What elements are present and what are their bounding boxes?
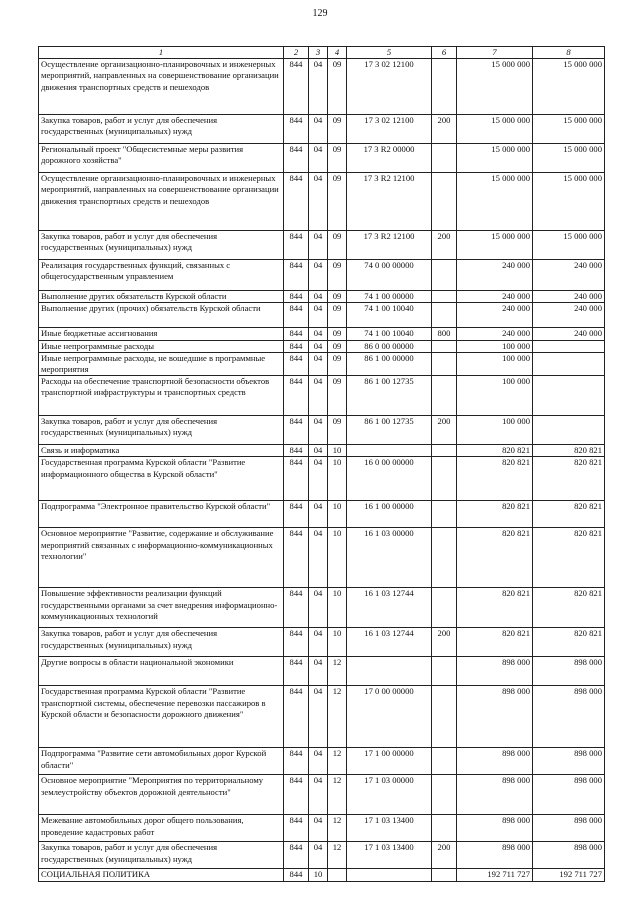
row-name: Подпрограмма "Электронное правительство Курской области" [39, 501, 284, 528]
row-ved-code: 844 [284, 628, 309, 657]
row-expense-type [432, 340, 457, 352]
table-row [39, 501, 605, 528]
row-subsection-code: 09 [328, 352, 347, 375]
row-amount-1: 15 000 000 [457, 144, 533, 173]
row-amount-1: 898 000 [457, 657, 533, 686]
row-amount-1: 15 000 000 [457, 115, 533, 144]
row-name: Реализация государственных функций, связанных с общегосударственным управлением [39, 260, 284, 291]
row-amount-2: 15 000 000 [533, 144, 605, 173]
row-amount-1: 15 000 000 [457, 59, 533, 115]
row-target-code: 17 1 03 13400 [347, 842, 432, 869]
row-name: Государственная программа Курской области "Развитие информационного общества в Курской области" [39, 457, 284, 501]
row-section-code: 04 [309, 59, 328, 115]
row-expense-type [432, 657, 457, 686]
row-ved-code: 844 [284, 588, 309, 628]
row-section-code: 04 [309, 115, 328, 144]
row-ved-code: 844 [284, 173, 309, 231]
row-expense-type [432, 501, 457, 528]
row-ved-code: 844 [284, 501, 309, 528]
row-subsection-code: 12 [328, 686, 347, 748]
row-target-code: 86 1 00 12735 [347, 376, 432, 416]
row-ved-code: 844 [284, 686, 309, 748]
row-target-code: 74 1 00 10040 [347, 303, 432, 328]
row-amount-2 [533, 416, 605, 445]
row-target-code: 86 0 00 00000 [347, 340, 432, 352]
row-expense-type [432, 260, 457, 291]
row-subsection-code: 09 [328, 416, 347, 445]
row-amount-2: 820 821 [533, 457, 605, 501]
row-name: Закупка товаров, работ и услуг для обеспечения государственных (муниципальных) нужд [39, 115, 284, 144]
row-section-code: 04 [309, 775, 328, 815]
row-amount-1: 898 000 [457, 775, 533, 815]
row-section-code: 04 [309, 657, 328, 686]
row-target-code: 17 1 03 13400 [347, 815, 432, 842]
column-header: 6 [432, 47, 457, 59]
row-name: Основное мероприятие "Мероприятия по территориальному землеустройству объектов дорожной деятельности" [39, 775, 284, 815]
row-target-code: 16 1 03 12744 [347, 628, 432, 657]
row-section-code: 04 [309, 173, 328, 231]
row-name: СОЦИАЛЬНАЯ ПОЛИТИКА [39, 869, 284, 882]
row-amount-1: 192 711 727 [457, 869, 533, 882]
row-subsection-code: 12 [328, 842, 347, 869]
row-expense-type [432, 457, 457, 501]
row-amount-2: 898 000 [533, 815, 605, 842]
row-amount-2: 15 000 000 [533, 115, 605, 144]
row-amount-1: 898 000 [457, 686, 533, 748]
row-expense-type: 200 [432, 231, 457, 260]
row-target-code: 16 1 00 00000 [347, 501, 432, 528]
table-row [39, 628, 605, 657]
row-subsection-code: 09 [328, 115, 347, 144]
table-row [39, 352, 605, 375]
column-header: 5 [347, 47, 432, 59]
row-amount-1: 100 000 [457, 376, 533, 416]
row-amount-1: 820 821 [457, 457, 533, 501]
table-header-row [39, 47, 605, 59]
row-target-code: 17 1 00 00000 [347, 748, 432, 775]
row-expense-type: 200 [432, 416, 457, 445]
row-expense-type: 200 [432, 628, 457, 657]
row-section-code: 04 [309, 144, 328, 173]
table-row [39, 748, 605, 775]
row-section-code: 04 [309, 501, 328, 528]
row-amount-2: 820 821 [533, 445, 605, 457]
row-target-code [347, 445, 432, 457]
row-amount-1: 240 000 [457, 260, 533, 291]
row-section-code: 04 [309, 445, 328, 457]
row-ved-code: 844 [284, 842, 309, 869]
row-expense-type [432, 303, 457, 328]
row-expense-type [432, 686, 457, 748]
row-name: Выполнение других (прочих) обязательств Курской области [39, 303, 284, 328]
row-subsection-code: 10 [328, 457, 347, 501]
row-section-code: 04 [309, 815, 328, 842]
row-section-code: 04 [309, 416, 328, 445]
column-header: 7 [457, 47, 533, 59]
row-amount-2: 240 000 [533, 260, 605, 291]
row-section-code: 04 [309, 340, 328, 352]
row-amount-2: 240 000 [533, 303, 605, 328]
table-row [39, 340, 605, 352]
row-amount-2: 820 821 [533, 588, 605, 628]
row-target-code: 17 1 03 00000 [347, 775, 432, 815]
row-subsection-code: 09 [328, 59, 347, 115]
row-subsection-code: 10 [328, 528, 347, 588]
row-subsection-code: 09 [328, 340, 347, 352]
table-row [39, 815, 605, 842]
row-target-code: 16 0 00 00000 [347, 457, 432, 501]
row-section-code: 04 [309, 376, 328, 416]
row-ved-code: 844 [284, 328, 309, 340]
column-header: 8 [533, 47, 605, 59]
table-row [39, 457, 605, 501]
table-row [39, 445, 605, 457]
row-amount-2: 240 000 [533, 291, 605, 303]
row-name: Закупка товаров, работ и услуг для обеспечения государственных (муниципальных) нужд [39, 416, 284, 445]
row-name: Иные непрограммные расходы [39, 340, 284, 352]
row-section-code: 10 [309, 869, 328, 882]
row-amount-2: 898 000 [533, 686, 605, 748]
row-target-code: 17 3 02 12100 [347, 115, 432, 144]
table-row [39, 775, 605, 815]
row-expense-type [432, 445, 457, 457]
row-expense-type [432, 173, 457, 231]
row-ved-code: 844 [284, 445, 309, 457]
row-amount-2: 15 000 000 [533, 59, 605, 115]
row-amount-1: 820 821 [457, 588, 533, 628]
row-amount-2: 898 000 [533, 775, 605, 815]
row-expense-type: 200 [432, 115, 457, 144]
row-name: Иные бюджетные ассигнования [39, 328, 284, 340]
row-amount-2: 898 000 [533, 748, 605, 775]
table-row [39, 588, 605, 628]
row-section-code: 04 [309, 457, 328, 501]
column-header: 2 [284, 47, 309, 59]
row-target-code: 86 1 00 12735 [347, 416, 432, 445]
table-row [39, 173, 605, 231]
row-subsection-code: 12 [328, 748, 347, 775]
row-amount-2: 15 000 000 [533, 231, 605, 260]
row-target-code: 74 1 00 10040 [347, 328, 432, 340]
table-row [39, 144, 605, 173]
row-amount-2 [533, 352, 605, 375]
row-amount-1: 820 821 [457, 628, 533, 657]
row-expense-type [432, 291, 457, 303]
row-target-code: 74 0 00 00000 [347, 260, 432, 291]
row-ved-code: 844 [284, 59, 309, 115]
row-name: Государственная программа Курской области "Развитие транспортной системы, обеспечение перевозки пассажиров в Курской области и безопасности дорожного движения" [39, 686, 284, 748]
row-target-code: 17 3 R2 12100 [347, 231, 432, 260]
row-name: Осуществление организационно-планировочных и инженерных мероприятий, направленных на совершенствование организации движения транспортных средств и пешеходов [39, 173, 284, 231]
row-target-code: 16 1 03 00000 [347, 528, 432, 588]
row-subsection-code: 09 [328, 291, 347, 303]
row-subsection-code: 09 [328, 260, 347, 291]
row-expense-type [432, 815, 457, 842]
row-ved-code: 844 [284, 352, 309, 375]
row-section-code: 04 [309, 686, 328, 748]
row-subsection-code [328, 869, 347, 882]
row-amount-1: 15 000 000 [457, 231, 533, 260]
row-amount-1: 898 000 [457, 748, 533, 775]
row-name: Расходы на обеспечение транспортной безопасности объектов транспортной инфраструктуры и транспортных средств [39, 376, 284, 416]
row-subsection-code: 10 [328, 501, 347, 528]
table-row [39, 869, 605, 882]
row-amount-1: 820 821 [457, 501, 533, 528]
row-expense-type [432, 588, 457, 628]
row-amount-2: 15 000 000 [533, 173, 605, 231]
row-subsection-code: 12 [328, 657, 347, 686]
row-expense-type: 800 [432, 328, 457, 340]
row-amount-2: 820 821 [533, 528, 605, 588]
row-amount-1: 100 000 [457, 340, 533, 352]
row-section-code: 04 [309, 328, 328, 340]
row-expense-type [432, 59, 457, 115]
row-expense-type [432, 352, 457, 375]
table-row [39, 657, 605, 686]
row-amount-2: 820 821 [533, 501, 605, 528]
row-name: Повышение эффективности реализации функций государственными органами за счет внедрения информационно-коммуникационных технологий [39, 588, 284, 628]
row-subsection-code: 09 [328, 328, 347, 340]
row-subsection-code: 09 [328, 303, 347, 328]
row-amount-1: 820 821 [457, 528, 533, 588]
row-subsection-code: 09 [328, 376, 347, 416]
row-section-code: 04 [309, 588, 328, 628]
row-amount-2: 820 821 [533, 628, 605, 657]
row-expense-type [432, 869, 457, 882]
row-name: Иные непрограммные расходы, не вошедшие в программные мероприятия [39, 352, 284, 375]
row-section-code: 04 [309, 260, 328, 291]
row-target-code [347, 657, 432, 686]
row-section-code: 04 [309, 231, 328, 260]
table-row [39, 59, 605, 115]
row-target-code: 86 1 00 00000 [347, 352, 432, 375]
table-row [39, 416, 605, 445]
table-row [39, 328, 605, 340]
row-name: Закупка товаров, работ и услуг для обеспечения государственных (муниципальных) нужд [39, 842, 284, 869]
row-amount-2: 192 711 727 [533, 869, 605, 882]
row-section-code: 04 [309, 303, 328, 328]
row-expense-type [432, 775, 457, 815]
row-name: Основное мероприятие "Развитие, содержание и обслуживание мероприятий связанных с информационно-коммуникационных технологии" [39, 528, 284, 588]
row-name: Выполнение других обязательств Курской области [39, 291, 284, 303]
row-ved-code: 844 [284, 748, 309, 775]
row-section-code: 04 [309, 628, 328, 657]
row-amount-1: 15 000 000 [457, 173, 533, 231]
column-header: 3 [309, 47, 328, 59]
row-section-code: 04 [309, 352, 328, 375]
row-ved-code: 844 [284, 115, 309, 144]
row-expense-type [432, 748, 457, 775]
row-target-code [347, 869, 432, 882]
row-ved-code: 844 [284, 775, 309, 815]
row-expense-type: 200 [432, 842, 457, 869]
row-name: Межевание автомобильных дорог общего пользования, проведение кадастровых работ [39, 815, 284, 842]
row-section-code: 04 [309, 748, 328, 775]
row-section-code: 04 [309, 528, 328, 588]
row-target-code: 17 0 00 00000 [347, 686, 432, 748]
row-amount-2 [533, 376, 605, 416]
row-section-code: 04 [309, 291, 328, 303]
row-amount-1: 100 000 [457, 416, 533, 445]
row-subsection-code: 12 [328, 775, 347, 815]
row-ved-code: 844 [284, 340, 309, 352]
row-ved-code: 844 [284, 869, 309, 882]
row-name: Осуществление организационно-планировочных и инженерных мероприятий, направленных на совершенствование организации движения транспортных средств и пешеходов [39, 59, 284, 115]
row-amount-1: 100 000 [457, 352, 533, 375]
row-expense-type [432, 144, 457, 173]
row-name: Региональный проект "Общесистемные меры развития дорожного хозяйства" [39, 144, 284, 173]
table-row [39, 115, 605, 144]
row-subsection-code: 10 [328, 628, 347, 657]
row-ved-code: 844 [284, 144, 309, 173]
row-ved-code: 844 [284, 416, 309, 445]
table-row [39, 528, 605, 588]
row-name: Подпрограмма "Развитие сети автомобильных дорог Курской области" [39, 748, 284, 775]
table-row [39, 231, 605, 260]
row-ved-code: 844 [284, 657, 309, 686]
row-amount-2: 898 000 [533, 842, 605, 869]
budget-table [38, 46, 605, 882]
table-row [39, 376, 605, 416]
row-amount-2 [533, 340, 605, 352]
row-target-code: 17 3 R2 00000 [347, 144, 432, 173]
table-row [39, 260, 605, 291]
row-target-code: 74 1 00 00000 [347, 291, 432, 303]
row-name: Другие вопросы в области национальной экономики [39, 657, 284, 686]
row-amount-1: 898 000 [457, 815, 533, 842]
row-target-code: 16 1 03 12744 [347, 588, 432, 628]
table-row [39, 842, 605, 869]
row-ved-code: 844 [284, 260, 309, 291]
row-target-code: 17 3 R2 12100 [347, 173, 432, 231]
row-name: Закупка товаров, работ и услуг для обеспечения государственных (муниципальных) нужд [39, 628, 284, 657]
row-amount-1: 820 821 [457, 445, 533, 457]
row-name: Связь и информатика [39, 445, 284, 457]
row-subsection-code: 09 [328, 173, 347, 231]
row-amount-2: 240 000 [533, 328, 605, 340]
row-target-code: 17 3 02 12100 [347, 59, 432, 115]
row-subsection-code: 09 [328, 144, 347, 173]
row-ved-code: 844 [284, 457, 309, 501]
row-expense-type [432, 376, 457, 416]
row-section-code: 04 [309, 842, 328, 869]
row-amount-1: 240 000 [457, 328, 533, 340]
row-name: Закупка товаров, работ и услуг для обеспечения государственных (муниципальных) нужд [39, 231, 284, 260]
row-subsection-code: 10 [328, 445, 347, 457]
row-amount-1: 240 000 [457, 303, 533, 328]
column-header: 4 [328, 47, 347, 59]
table-row [39, 303, 605, 328]
row-expense-type [432, 528, 457, 588]
row-ved-code: 844 [284, 291, 309, 303]
row-subsection-code: 10 [328, 588, 347, 628]
column-header: 1 [39, 47, 284, 59]
row-amount-1: 898 000 [457, 842, 533, 869]
row-subsection-code: 09 [328, 231, 347, 260]
row-amount-1: 240 000 [457, 291, 533, 303]
table-row [39, 291, 605, 303]
row-ved-code: 844 [284, 303, 309, 328]
row-subsection-code: 12 [328, 815, 347, 842]
table-row [39, 686, 605, 748]
row-ved-code: 844 [284, 528, 309, 588]
row-ved-code: 844 [284, 376, 309, 416]
page-number: 129 [312, 8, 328, 19]
row-ved-code: 844 [284, 815, 309, 842]
row-ved-code: 844 [284, 231, 309, 260]
row-amount-2: 898 000 [533, 657, 605, 686]
